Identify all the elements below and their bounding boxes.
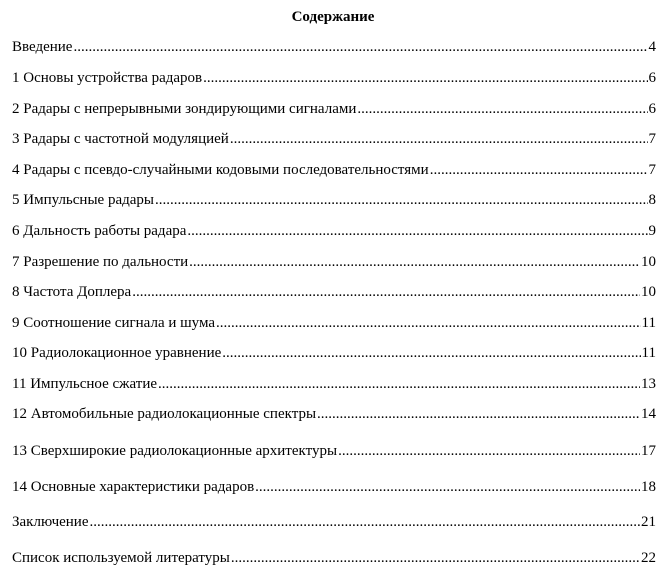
toc-entry [12,374,656,394]
toc-entry-page: 14 [641,406,656,422]
toc-leader-dots [216,313,641,333]
toc-entry-text: Заключение [12,514,89,530]
toc-leader-dots [317,404,640,424]
toc-entry [12,404,656,424]
toc-leader-dots [155,190,648,210]
toc-entry-page: 8 [648,192,656,208]
toc-entry-page: 21 [641,514,656,530]
toc-entry-page: 9 [648,223,656,239]
toc-entry [12,37,656,57]
toc-entry [12,252,656,272]
toc-leader-dots [203,68,647,88]
toc-leader-dots [132,282,640,302]
toc-entry [12,512,656,532]
toc-entry-text: 3 Радары с частотной модуляцией [12,131,229,147]
toc-entry-text: 7 Разрешение по дальности [12,254,189,270]
toc-entry-text: 4 Радары с псевдо-случайными кодовыми последовательностями [12,162,429,178]
toc-entry-page: 10 [641,284,656,300]
toc-entry-page: 10 [641,254,656,270]
toc-entry-text: 9 Соотношение сигнала и шума [12,315,216,331]
toc-leader-dots [230,129,648,149]
toc-leader-dots [73,37,647,57]
toc-entry-page: 11 [641,315,656,331]
toc-entry-text: 10 Радиолокационное уравнение [12,345,222,361]
toc-entry-text: 12 Автомобильные радиолокационные спектры [12,406,317,422]
toc-entry-page: 22 [641,550,656,566]
toc-entry [12,129,656,149]
toc-leader-dots [357,99,647,119]
toc-entry-page: 13 [641,376,656,392]
toc-entry-text: Список используемой литературы [12,550,230,566]
toc-entry [12,282,656,302]
toc-entry-page: 4 [648,39,656,55]
toc-leader-dots [90,512,641,532]
toc-title: Содержание [291,9,375,25]
toc-entry-page: 6 [648,101,656,117]
toc-entry-text: 14 Основные характеристики радаров [12,479,255,495]
toc-leader-dots [231,548,640,568]
toc-entry [12,477,656,497]
toc-leader-dots [430,160,648,180]
toc-entry-page: 7 [648,162,656,178]
toc-entry-text: 13 Сверхширокие радиолокационные архитектуры [12,443,338,459]
toc-leader-dots [189,252,640,272]
toc-entry-text: 6 Дальность работы радара [12,223,187,239]
toc-entry [12,190,656,210]
toc-entry-page: 11 [641,345,656,361]
toc-entry [12,68,656,88]
toc-entry [12,548,656,568]
toc-entry-text: Введение [12,39,73,55]
toc-leader-dots [187,221,647,241]
toc-entry [12,221,656,241]
toc-leader-dots [255,477,640,497]
toc-entry-text: 5 Импульсные радары [12,192,154,208]
toc-entry-page: 6 [648,70,656,86]
toc-leader-dots [158,374,640,394]
toc-entry [12,343,656,363]
toc-entry-page: 17 [641,443,656,459]
toc-entry [12,99,656,119]
toc-leader-dots [338,441,640,461]
toc-entry-text: 8 Частота Доплера [12,284,132,300]
toc-entry-page: 18 [641,479,656,495]
toc-entry-text: 2 Радары с непрерывными зондирующими сигналами [12,101,357,117]
toc-entry [12,313,656,333]
toc-entry-page: 7 [648,131,656,147]
table-of-contents [12,0,656,577]
toc-entry [12,441,656,461]
toc-entry-text: 1 Основы устройства радаров [12,70,203,86]
toc-entry-text: 11 Импульсное сжатие [12,376,158,392]
toc-leader-dots [222,343,640,363]
toc-entry [12,160,656,180]
